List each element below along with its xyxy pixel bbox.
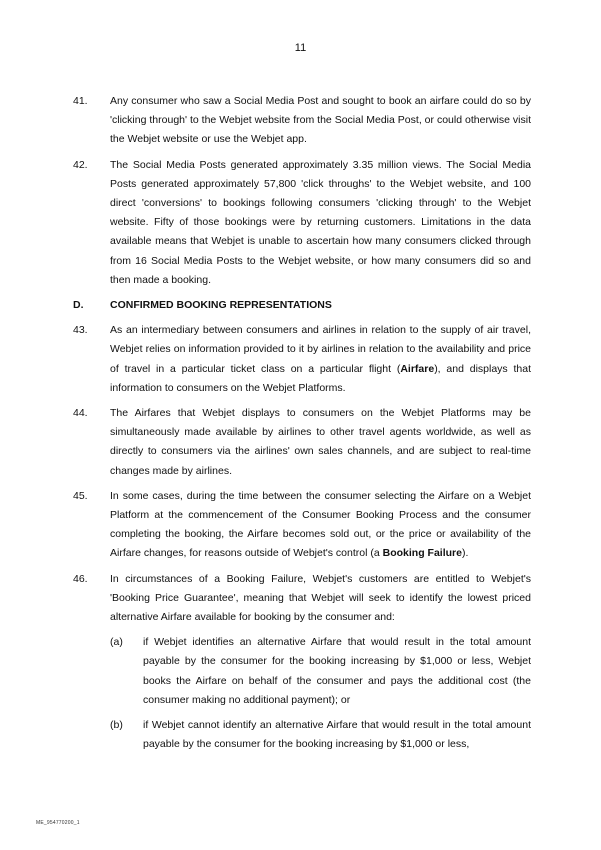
paragraph-text: The Social Media Posts generated approximately 3.35 million views. The Social Media Posts generated approximately 57,800 'click throughs' to the Webjet website, and 100 direct 'conversions' to bookings following consumers 'clicking through' to the Webjet website. Fifty of those bookings were by returning customers. Limitations in the data available means that Webjet is unable to ascertain how many consumers clicked through from 16 Social Media Posts to the Webjet website, or how many consumers did so and then made a booking. (110, 158, 531, 286)
paragraph-43 (73, 321, 531, 398)
defined-term: Airfare (400, 362, 435, 375)
text-segment: In some cases, during the time between the consumer selecting the Airfare on a Webjet Platform at the commencement of the Consumer Booking Process and the consumer completing the booking, the Airfare becomes sold out, or the price or availability of the Airfare changes, for reasons outside of Webjet's control (a (110, 489, 531, 560)
paragraph-41 (73, 92, 531, 150)
paragraph-42 (73, 156, 531, 290)
subparagraph-number: (a) (110, 636, 123, 649)
paragraph-number: 41. (73, 95, 88, 107)
paragraph-text: The Airfares that Webjet displays to consumers on the Webjet Platforms may be simultaneously made available by airlines to other travel agents worldwide, as well as directly to consumers via the airlines' own sales channels, and are subject to real-time changes made by airlines. (110, 407, 531, 477)
subparagraph-a (110, 633, 531, 710)
subparagraph-text: if Webjet cannot identify an alternative Airfare that would result in the total amount payable by the consumer for the booking increasing by $1,000 or less, (143, 719, 531, 751)
document-body (73, 92, 531, 761)
subparagraph-text: if Webjet identifies an alternative Airfare that would result in the total amount payable by the consumer for the booking increasing by $1,000 or less, Webjet books the Airfare on behalf of the consumer and pays the additional cost (the consumer making no additional payment); or (143, 636, 531, 706)
defined-term: Booking Failure (382, 547, 462, 560)
text-segment: ). (461, 547, 469, 560)
section-letter: D. (73, 299, 84, 312)
text-segment: ), and displays that information to consumers on the Webjet Platforms. (110, 362, 531, 394)
paragraph-text (110, 321, 531, 398)
paragraph-number: 43. (73, 324, 88, 337)
paragraph-text (110, 487, 531, 564)
text-segment: As an intermediary between consumers and airlines in relation to the supply of air travel, Webjet relies on information provided to it by airlines in relation to the availability and price of travel in a particular ticket class on a particular flight ( (110, 324, 531, 375)
paragraph-45 (73, 487, 531, 564)
paragraph-44 (73, 404, 531, 481)
subparagraph-b (110, 716, 531, 754)
paragraph-text: Any consumer who saw a Social Media Post and sought to book an airfare could do so by 'clicking through' to the Webjet website from the Social Media Post, or could otherwise visit the Webjet website or use the Webjet app. (110, 95, 531, 146)
paragraph-46 (73, 570, 531, 628)
section-heading (73, 296, 531, 315)
paragraph-number: 42. (73, 158, 88, 171)
subparagraph-number: (b) (110, 719, 123, 732)
page-number: 11 (294, 42, 307, 54)
paragraph-number: 46. (73, 572, 88, 585)
paragraph-number: 44. (73, 407, 88, 420)
document-reference: ME_954770200_1 (36, 820, 80, 826)
paragraph-number: 45. (73, 489, 88, 502)
paragraph-text: In circumstances of a Booking Failure, Webjet's customers are entitled to Webjet's 'Booking Price Guarantee', meaning that Webjet will seek to identify the lowest priced alternative Airfare available for booking by the consumer and: (110, 572, 531, 624)
section-title: CONFIRMED BOOKING REPRESENTATIONS (110, 299, 332, 312)
